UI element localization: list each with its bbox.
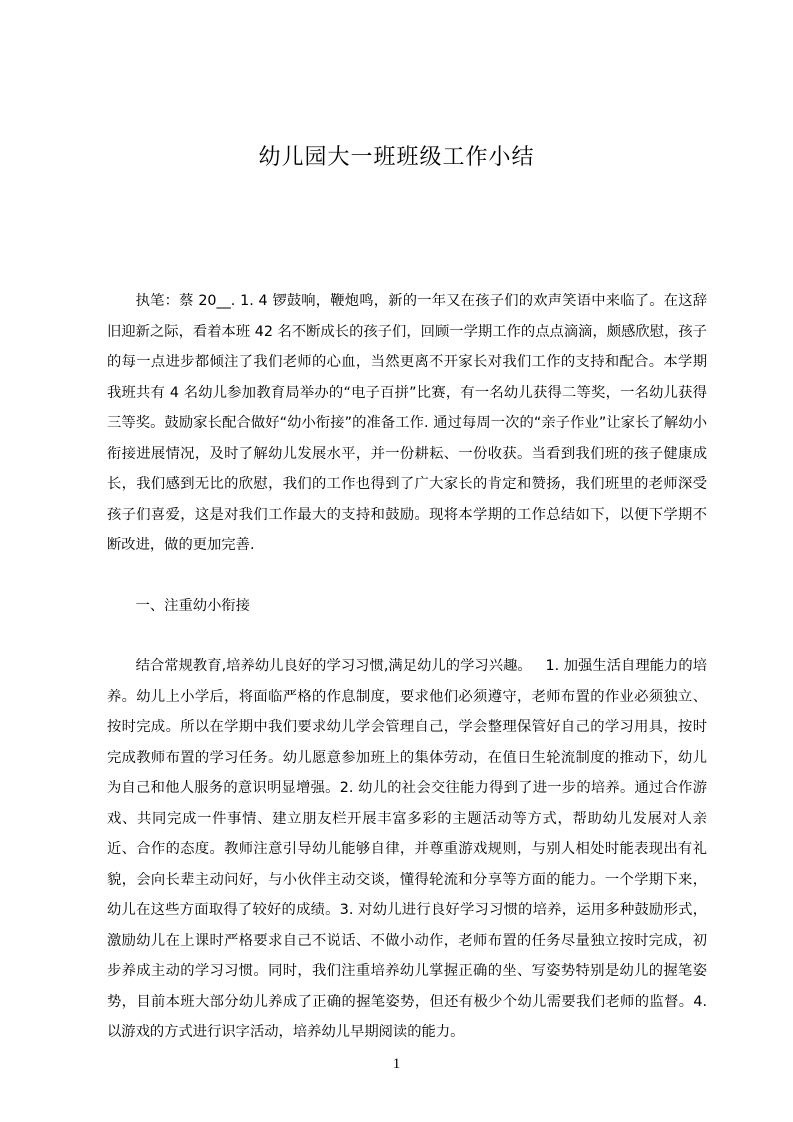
intro-paragraph: 执笔：蔡 20__. 1. 4 锣鼓响，鞭炮鸣，新的一年又在孩子们的欢声笑语中来临了。在这辞旧迎新之际，看着本班 42 名不断成长的孩子们，回顾一学期工作的点点滴滴，颇感欣慰，孩子的每一点进步都倾注了我们老师的心血，当然更离不开家长对我们工作的支持和配合。本学期我班共有 4 名幼儿参加教育局举办的“电子百拼”比赛，有一名幼儿获得二等奖，一名幼儿获得三等奖。鼓励家长配合做好“幼小衔接”的准备工作. 通过每周一次的“亲子作业”让家长了解幼小衔接进展情况，及时了解幼儿发展水平，并一份耕耘、一份收获。当看到我们班的孩子健康成长，我们感到无比的欣慰，我们的工作也得到了广大家长的肯定和赞扬，我们班里的老师深受孩子们喜爱，这是对我们工作最大的支持和鼓励。现将本学期的工作总结如下，以便下学期不断改进，做的更加完善.: [107, 293, 707, 553]
section-heading: 一、注重幼小衔接: [135, 597, 250, 614]
page-number: 1: [392, 1056, 401, 1072]
section-paragraph: 结合常规教育,培养幼儿良好的学习习惯,满足幼儿的学习兴趣。 1. 加强生活自理能力的培养。幼儿上小学后，将面临严格的作息制度，要求他们必须遵守，老师布置的作业必须独立、按时完成。所以在学期中我们要求幼儿学会管理自己，学会整理保管好自己的学习用具，按时完成教师布置的学习任务。幼儿愿意参加班上的集体劳动，在值日生轮流制度的推动下，幼儿为自己和他人服务的意识明显增强。2. 幼儿的社会交往能力得到了进一步的培养。通过合作游戏、共同完成一件事情、建立朋友栏开展丰富多彩的主题活动等方式，帮助幼儿发展对人亲近、合作的态度。教师注意引导幼儿能够自律，并尊重游戏规则，与别人相处时能表现出有礼貌，会向长辈主动问好，与小伙伴主动交谈，懂得轮流和分享等方面的能力。一个学期下来，幼儿在这些方面取得了较好的成绩。3. 对幼儿进行良好学习习惯的培养，运用多种鼓励形式，激励幼儿在上课时严格要求自己不说话、不做小动作，老师布置的任务尽量独立按时完成，初步养成主动的学习习惯。同时，我们注重培养幼儿掌握正确的坐、写姿势特别是幼儿的握笔姿势，目前本班大部分幼儿养成了正确的握笔姿势，但还有极少个幼儿需要我们老师的监督。4. 以游戏的方式进行识字活动，培养幼儿早期阅读的能力。: [107, 658, 712, 1040]
document-body: [107, 286, 712, 1048]
document-title: 幼儿园大一班班级工作小结: [258, 145, 535, 170]
